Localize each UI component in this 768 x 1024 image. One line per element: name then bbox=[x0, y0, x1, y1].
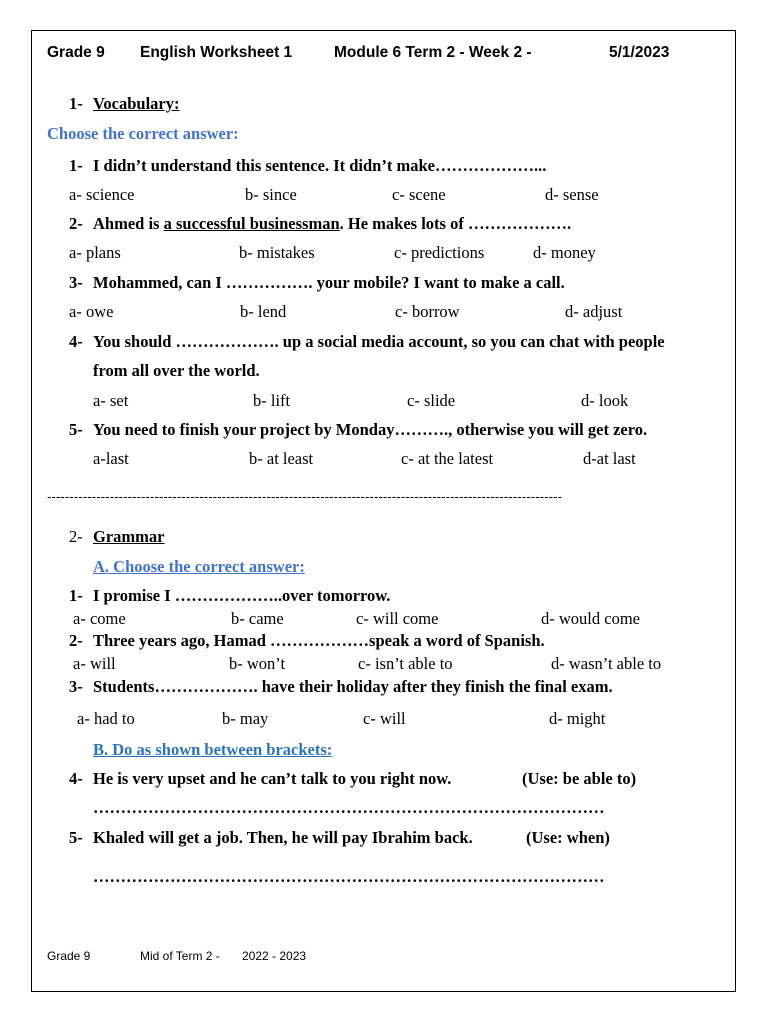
option-b[interactable]: b- mistakes bbox=[239, 243, 315, 262]
question-text: Mohammed, can I ……………. your mobile? I want to make a call. bbox=[93, 273, 565, 292]
question-number: 4- bbox=[69, 769, 83, 788]
grammar-title: Grammar bbox=[93, 527, 165, 546]
vocabulary-instruction: Choose the correct answer: bbox=[47, 124, 239, 143]
answer-line[interactable]: ………………………………………………………………………………… bbox=[93, 798, 605, 817]
option-d[interactable]: d- money bbox=[533, 243, 596, 262]
option-a[interactable]: a-last bbox=[93, 449, 129, 468]
option-b[interactable]: b- won’t bbox=[229, 654, 286, 673]
question-text: Three years ago, Hamad ………………speak a word of Spanish. bbox=[93, 631, 545, 650]
vocabulary-title: Vocabulary: bbox=[93, 94, 180, 113]
question-text-continued: from all over the world. bbox=[93, 361, 260, 380]
question-hint: (Use: when) bbox=[526, 828, 610, 847]
footer-grade: Grade 9 bbox=[47, 949, 91, 963]
option-a[interactable]: a- science bbox=[69, 185, 135, 204]
option-c[interactable]: c- borrow bbox=[395, 302, 460, 321]
header-module: Module 6 Term 2 - Week 2 - bbox=[334, 44, 532, 61]
question-text-underlined: a successful businessman bbox=[163, 214, 340, 233]
question-text-post: . He makes lots of ………………. bbox=[339, 214, 572, 233]
footer-year: 2022 - 2023 bbox=[242, 949, 307, 963]
answer-line[interactable]: ………………………………………………………………………………… bbox=[93, 867, 605, 886]
option-a[interactable]: a- come bbox=[73, 609, 126, 628]
question-number: 3- bbox=[69, 677, 83, 696]
question-text-pre: Ahmed is bbox=[93, 214, 164, 233]
grammar-number: 2- bbox=[69, 527, 83, 546]
question-number: 5- bbox=[69, 828, 83, 847]
option-b[interactable]: b- lift bbox=[253, 391, 291, 410]
question-text: He is very upset and he can’t talk to you right now. bbox=[93, 769, 452, 788]
option-b[interactable]: b- came bbox=[231, 609, 284, 628]
header-date: 5/1/2023 bbox=[609, 44, 670, 61]
question-number: 3- bbox=[69, 273, 83, 292]
option-d[interactable]: d- sense bbox=[545, 185, 599, 204]
option-a[interactable]: a- had to bbox=[77, 709, 135, 728]
question-number: 1- bbox=[69, 156, 83, 175]
option-d[interactable]: d- adjust bbox=[565, 302, 623, 321]
option-b[interactable]: b- lend bbox=[240, 302, 287, 321]
option-d[interactable]: d-at last bbox=[583, 449, 636, 468]
header-worksheet-title: English Worksheet 1 bbox=[140, 44, 293, 61]
question-text: I promise I ………………..over tomorrow. bbox=[93, 586, 391, 605]
question-hint: (Use: be able to) bbox=[522, 769, 637, 788]
question-text bbox=[93, 214, 571, 234]
question-text: I didn’t understand this sentence. It didn’t make………………... bbox=[93, 156, 547, 175]
question-number: 4- bbox=[69, 332, 83, 351]
section-divider: ------------------------------------------------------------------------------------------------------------------- bbox=[47, 489, 563, 504]
option-a[interactable]: a- set bbox=[93, 391, 129, 410]
question-number: 2- bbox=[69, 214, 83, 233]
option-a[interactable]: a- owe bbox=[69, 302, 114, 321]
option-b[interactable]: b- since bbox=[245, 185, 297, 204]
question-number: 1- bbox=[69, 586, 83, 605]
question-number: 2- bbox=[69, 631, 83, 650]
question-text: Khaled will get a job. Then, he will pay Ibrahim back. bbox=[93, 828, 473, 847]
option-c[interactable]: c- predictions bbox=[394, 243, 485, 262]
option-a[interactable]: a- plans bbox=[69, 243, 121, 262]
header-grade: Grade 9 bbox=[47, 44, 105, 61]
option-d[interactable]: d- would come bbox=[541, 609, 640, 628]
option-c[interactable]: c- slide bbox=[407, 391, 456, 410]
question-text: You need to finish your project by Monday………., otherwise you will get zero. bbox=[93, 420, 648, 439]
option-c[interactable]: c- at the latest bbox=[401, 449, 494, 468]
option-b[interactable]: b- at least bbox=[249, 449, 314, 468]
option-b[interactable]: b- may bbox=[222, 709, 269, 728]
footer-term: Mid of Term 2 - bbox=[140, 949, 220, 963]
option-d[interactable]: d- look bbox=[581, 391, 629, 410]
option-d[interactable]: d- might bbox=[549, 709, 606, 728]
option-c[interactable]: c- scene bbox=[392, 185, 446, 204]
question-text: Students………………. have their holiday after they finish the final exam. bbox=[93, 677, 613, 696]
question-text: You should ………………. up a social media account, so you can chat with people bbox=[93, 332, 665, 351]
grammar-section-a-title: A. Choose the correct answer: bbox=[93, 557, 305, 576]
question-number: 5- bbox=[69, 420, 83, 439]
option-c[interactable]: c- will bbox=[363, 709, 406, 728]
option-c[interactable]: c- will come bbox=[356, 609, 439, 628]
vocabulary-number: 1- bbox=[69, 94, 83, 113]
option-a[interactable]: a- will bbox=[73, 654, 116, 673]
option-d[interactable]: d- wasn’t able to bbox=[551, 654, 662, 673]
grammar-section-b-title: B. Do as shown between brackets: bbox=[93, 740, 333, 759]
option-c[interactable]: c- isn’t able to bbox=[358, 654, 453, 673]
